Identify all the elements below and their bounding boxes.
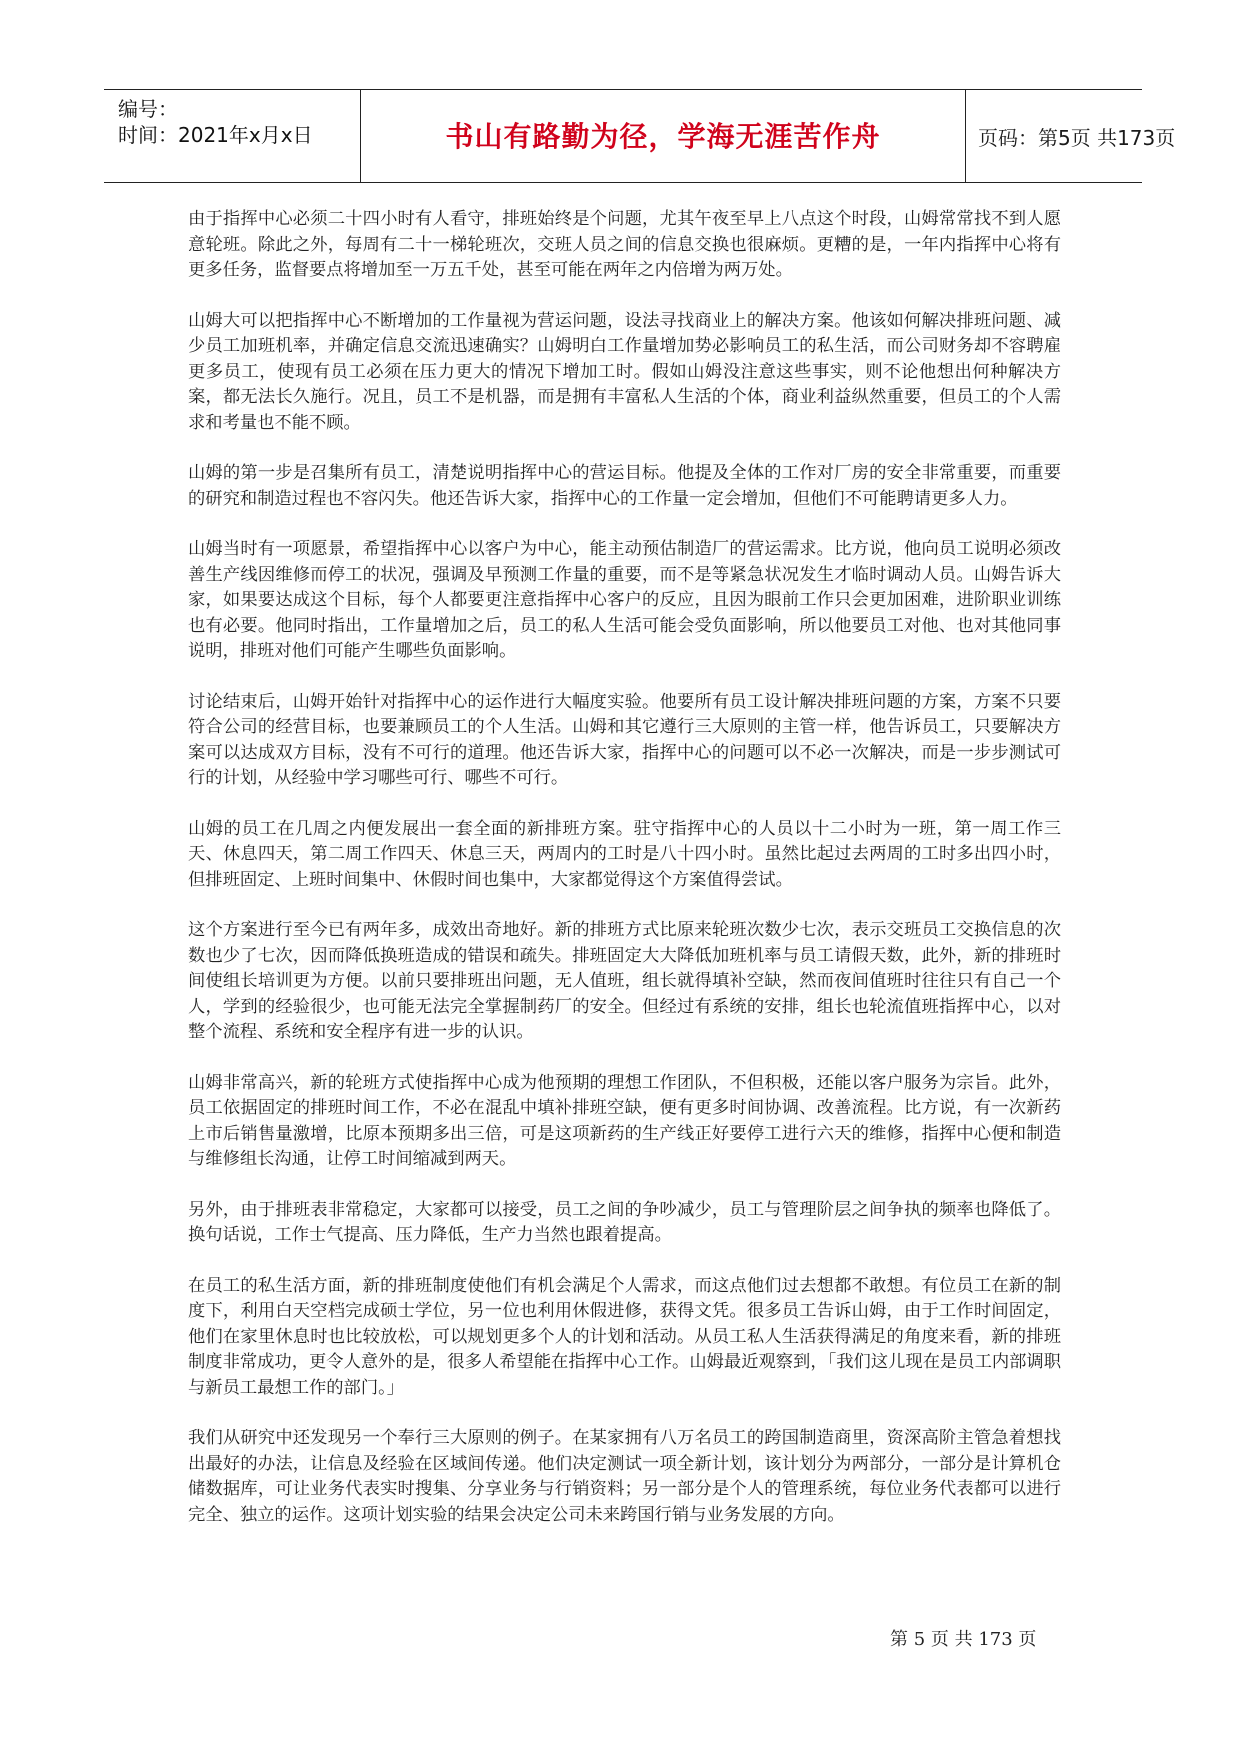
footer-page-number: 第 5 页 共 173 页 <box>890 1629 1037 1650</box>
paragraph: 山姆的员工在几周之内便发展出一套全面的新排班方案。驻守指挥中心的人员以十二小时为一班，第一周工作三天、休息四天，第二周工作四天、休息三天，两周内的工时是八十四小时。虽然比起过去两周的工时多出四小时，但排班固定、上班时间集中、休假时间也集中，大家都觉得这个方案值得尝试。 <box>188 818 1061 890</box>
paragraph: 我们从研究中还发现另一个奉行三大原则的例子。在某家拥有八万名员工的跨国制造商里，资深高阶主管急着想找出最好的办法，让信息及经验在区域间传递。他们决定测试一项全新计划，该计划分为两部分，一部分是计算机仓储数据库，可让业务代表实时搜集、分享业务与行销资料；另一部分是个人的管理系统，每位业务代表都可以进行完全、独立的运作。这项计划实验的结果会决定公司未来跨国行销与业务发展的方向。 <box>188 1428 1061 1525</box>
page-header <box>104 89 1176 183</box>
document-time-label: 时间：2021年x月x日 <box>118 123 313 147</box>
header-motto: 书山有路勤为径，学海无涯苦作舟 <box>445 120 881 153</box>
paragraph: 在员工的私生活方面，新的排班制度使他们有机会满足个人需求，而这点他们过去想都不敢想。有位员工在新的制度下，利用白天空档完成硕士学位，另一位也利用休假进修，获得文凭。很多员工告诉山姆，由于工作时间固定，他们在家里休息时也比较放松，可以规划更多个人的计划和活动。从员工私人生活获得满足的角度来看，新的排班制度非常成功，更令人意外的是，很多人希望能在指挥中心工作。山姆最近观察到，「我们这儿现在是员工内部调职与新员工最想工作的部门。」 <box>188 1275 1061 1398</box>
header-meta <box>118 90 350 182</box>
header-page-cell <box>978 90 1176 182</box>
paragraph: 由于指挥中心必须二十四小时有人看守，排班始终是个问题，尤其午夜至早上八点这个时段，山姆常常找不到人愿意轮班。除此之外，每周有二十一梯轮班次，交班人员之间的信息交换也很麻烦。更糟的是，一年内指挥中心将有更多任务，监督要点将增加至一万五千处，甚至可能在两年之内倍增为两万处。 <box>188 209 1061 280</box>
paragraph: 另外，由于排班表非常稳定，大家都可以接受，员工之间的争吵减少，员工与管理阶层之间争执的频率也降低了。换句话说，工作士气提高、压力降低，生产力当然也跟着提高。 <box>188 1199 1061 1245</box>
document-body <box>188 207 1061 1553</box>
header-page-number: 页码：第5页 共173页 <box>978 125 1176 150</box>
paragraph: 山姆当时有一项愿景，希望指挥中心以客户为中心，能主动预估制造厂的营运需求。比方说，他向员工说明必须改善生产线因维修而停工的状况，强调及早预测工作量的重要，而不是等紧急状况发生才临时调动人员。山姆告诉大家，如果要达成这个目标，每个人都要更注意指挥中心客户的反应，且因为眼前工作只会更加困难，进阶职业训练也有必要。他同时指出，工作量增加之后，员工的私人生活可能会受负面影响，所以他要员工对他、也对其他同事说明，排班对他们可能产生哪些负面影响。 <box>188 539 1061 661</box>
paragraph: 讨论结束后，山姆开始针对指挥中心的运作进行大幅度实验。他要所有员工设计解决排班问题的方案，方案不只要符合公司的经营目标，也要兼顾员工的个人生活。山姆和其它遵行三大原则的主管一样，他告诉员工，只要解决方案可以达成双方目标，没有不可行的道理。他还告诉大家，指挥中心的问题可以不必一次解决，而是一步步测试可行的计划，从经验中学习哪些可行、哪些不可行。 <box>188 691 1061 788</box>
paragraph: 山姆非常高兴，新的轮班方式使指挥中心成为他预期的理想工作团队，不但积极，还能以客户服务为宗旨。此外，员工依据固定的排班时间工作，不必在混乱中填补排班空缺，便有更多时间协调、改善流程。比方说，有一次新药上市后销售量激增，比原本预期多出三倍，可是这项新药的生产线正好要停工进行六天的维修，指挥中心便和制造与维修组长沟通，让停工时间缩减到两天。 <box>188 1072 1061 1169</box>
page-footer <box>890 1625 1036 1651</box>
paragraph: 山姆的第一步是召集所有员工，清楚说明指挥中心的营运目标。他提及全体的工作对厂房的安全非常重要，而重要的研究和制造过程也不容闪失。他还告诉大家，指挥中心的工作量一定会增加，但他们不可能聘请更多人力。 <box>188 463 1061 509</box>
paragraph: 这个方案进行至今已有两年多，成效出奇地好。新的排班方式比原来轮班次数少七次，表示交班员工交换信息的次数也少了七次，因而降低换班造成的错误和疏失。排班固定大大降低加班机率与员工请假天数，此外，新的排班时间使组长培训更为方便。以前只要排班出问题，无人值班，组长就得填补空缺，然而夜间值班时往往只有自己一个人，学到的经验很少，也可能无法完全掌握制药厂的安全。但经过有系统的安排，组长也轮流值班指挥中心，以对整个流程、系统和安全程序有进一步的认识。 <box>188 920 1061 1042</box>
document-number-label: 编号： <box>118 97 178 121</box>
paragraph: 山姆大可以把指挥中心不断增加的工作量视为营运问题，设法寻找商业上的解决方案。他该如何解决排班问题、减少员工加班机率，并确定信息交流迅速确实？山姆明白工作量增加势必影响员工的私生活，而公司财务却不容聘雇更多员工，使现有员工必须在压力更大的情况下增加工时。假如山姆没注意这些事实，则不论他想出何种解决方案，都无法长久施行。况且，员工不是机器，而是拥有丰富私人生活的个体，商业利益纵然重要，但员工的个人需求和考量也不能不顾。 <box>188 310 1061 433</box>
header-motto-cell <box>360 90 966 182</box>
